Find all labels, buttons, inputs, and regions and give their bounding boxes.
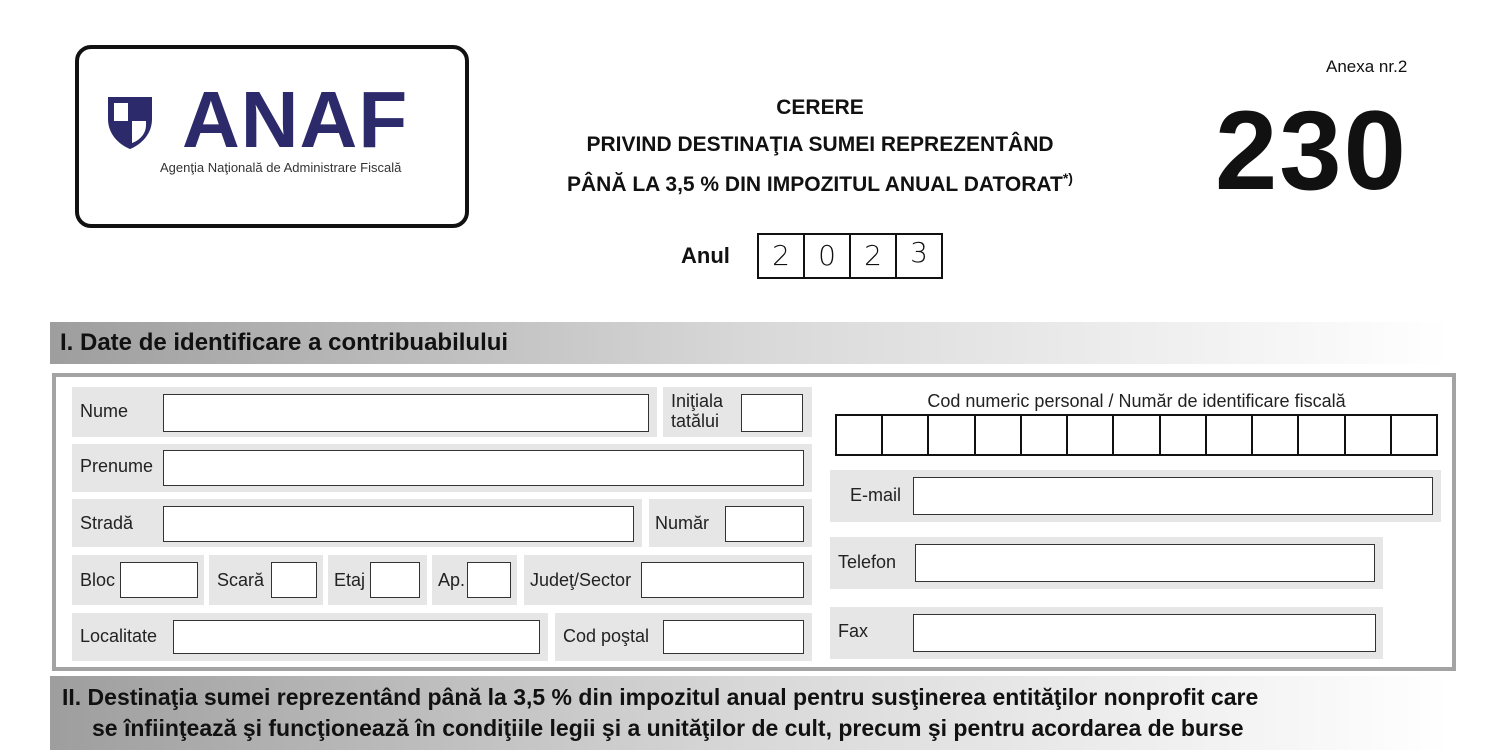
fax-label: Fax: [838, 621, 869, 641]
year-digit[interactable]: 2: [759, 235, 805, 277]
scara-label: Scară: [217, 570, 265, 590]
prenume-row: [72, 444, 812, 492]
localitate-input[interactable]: [173, 620, 540, 654]
cnp-digit-box[interactable]: [1207, 416, 1253, 454]
judet-row: [524, 555, 812, 605]
initiala-row: [663, 387, 812, 437]
etaj-input[interactable]: [370, 562, 420, 598]
judet-label: Judeţ/Sector: [530, 570, 632, 590]
ap-input[interactable]: [467, 562, 511, 598]
section2-heading: [50, 676, 1450, 750]
email-input[interactable]: [913, 477, 1433, 515]
cod-postal-row: [555, 613, 812, 661]
cnp-digit-box[interactable]: [883, 416, 929, 454]
cnp-boxes[interactable]: [835, 414, 1438, 456]
cod-postal-label: Cod poştal: [563, 626, 650, 646]
fax-input[interactable]: [913, 614, 1376, 652]
initiala-input[interactable]: [741, 394, 803, 432]
cnp-digit-box[interactable]: [1392, 416, 1436, 454]
anaf-logo-subtitle: Agenţia Naţională de Administrare Fiscală: [160, 160, 402, 175]
form-title-line2: PRIVIND DESTINAŢIA SUMEI REPREZENTÂND: [586, 133, 1054, 156]
localitate-label: Localitate: [80, 626, 158, 646]
telefon-label: Telefon: [838, 552, 897, 572]
form-number: 230: [1215, 88, 1408, 213]
form-title-line1: CERERE: [776, 96, 864, 119]
email-row: [830, 470, 1441, 522]
year-digit[interactable]: 2: [851, 235, 897, 277]
strada-input[interactable]: [163, 506, 634, 542]
bloc-label: Bloc: [80, 570, 116, 590]
cnp-digit-box[interactable]: [1068, 416, 1114, 454]
cod-postal-input[interactable]: [663, 620, 804, 654]
cnp-digit-box[interactable]: [976, 416, 1022, 454]
section1-heading: I. Date de identificare a contribuabilului: [50, 322, 1450, 364]
cnp-digit-box[interactable]: [837, 416, 883, 454]
strada-label: Stradă: [80, 513, 134, 533]
cnp-digit-box[interactable]: [1253, 416, 1299, 454]
nume-input[interactable]: [163, 394, 649, 432]
nume-row: [72, 387, 657, 437]
ap-row: [432, 555, 517, 605]
anaf-logo-text: ANAF: [182, 75, 409, 164]
cnp-digit-box[interactable]: [929, 416, 975, 454]
year-digit[interactable]: 3: [910, 236, 928, 269]
section2-heading-line2: se înfiinţează şi funcţionează în condiţiile legii şi a unităţilor de cult, precum şi pentru acordarea de burse: [92, 715, 1244, 741]
cnp-digit-box[interactable]: [1114, 416, 1160, 454]
cnp-digit-box[interactable]: [1022, 416, 1068, 454]
nume-label: Nume: [80, 401, 129, 421]
numar-input[interactable]: [725, 506, 804, 542]
telefon-row: [830, 537, 1383, 589]
prenume-input[interactable]: [163, 450, 804, 486]
prenume-label: Prenume: [80, 456, 154, 476]
numar-label: Număr: [655, 513, 710, 533]
footnote-marker: *): [1062, 170, 1073, 186]
email-label: E-mail: [850, 485, 902, 505]
numar-row: [649, 499, 812, 547]
cnp-digit-box[interactable]: [1299, 416, 1345, 454]
telefon-input[interactable]: [915, 544, 1375, 582]
cnp-label: Cod numeric personal / Număr de identificare fiscală: [927, 391, 1346, 411]
section2-heading-line1: II. Destinaţia sumei reprezentând până la 3,5 % din impozitul anual pentru susţinerea entităţilor nonprofit care: [62, 684, 1259, 710]
scara-input[interactable]: [271, 562, 317, 598]
etaj-label: Etaj: [334, 570, 366, 590]
strada-row: [72, 499, 642, 547]
annex-label: Anexa nr.2: [1326, 57, 1408, 76]
year-boxes[interactable]: [757, 233, 943, 279]
shield-icon: [106, 95, 154, 151]
scara-row: [209, 555, 323, 605]
judet-input[interactable]: [641, 562, 804, 598]
initiala-label: [671, 391, 723, 431]
etaj-row: [328, 555, 427, 605]
initiala-label-line1: Iniţiala: [671, 391, 724, 411]
initiala-label-line2: tatălui: [671, 411, 720, 431]
localitate-row: [72, 613, 548, 661]
ap-label: Ap.: [438, 570, 466, 590]
year-digit[interactable]: 0: [805, 235, 851, 277]
form-title-line3: [520, 170, 1120, 197]
bloc-input[interactable]: [120, 562, 198, 598]
fax-row: [830, 607, 1383, 659]
cnp-digit-box[interactable]: [1346, 416, 1392, 454]
form-title-line3-text: PÂNĂ LA 3,5 % DIN IMPOZITUL ANUAL DATORAT: [567, 173, 1063, 196]
cnp-digit-box[interactable]: [1161, 416, 1207, 454]
bloc-row: [72, 555, 204, 605]
year-label: Anul: [681, 243, 730, 268]
